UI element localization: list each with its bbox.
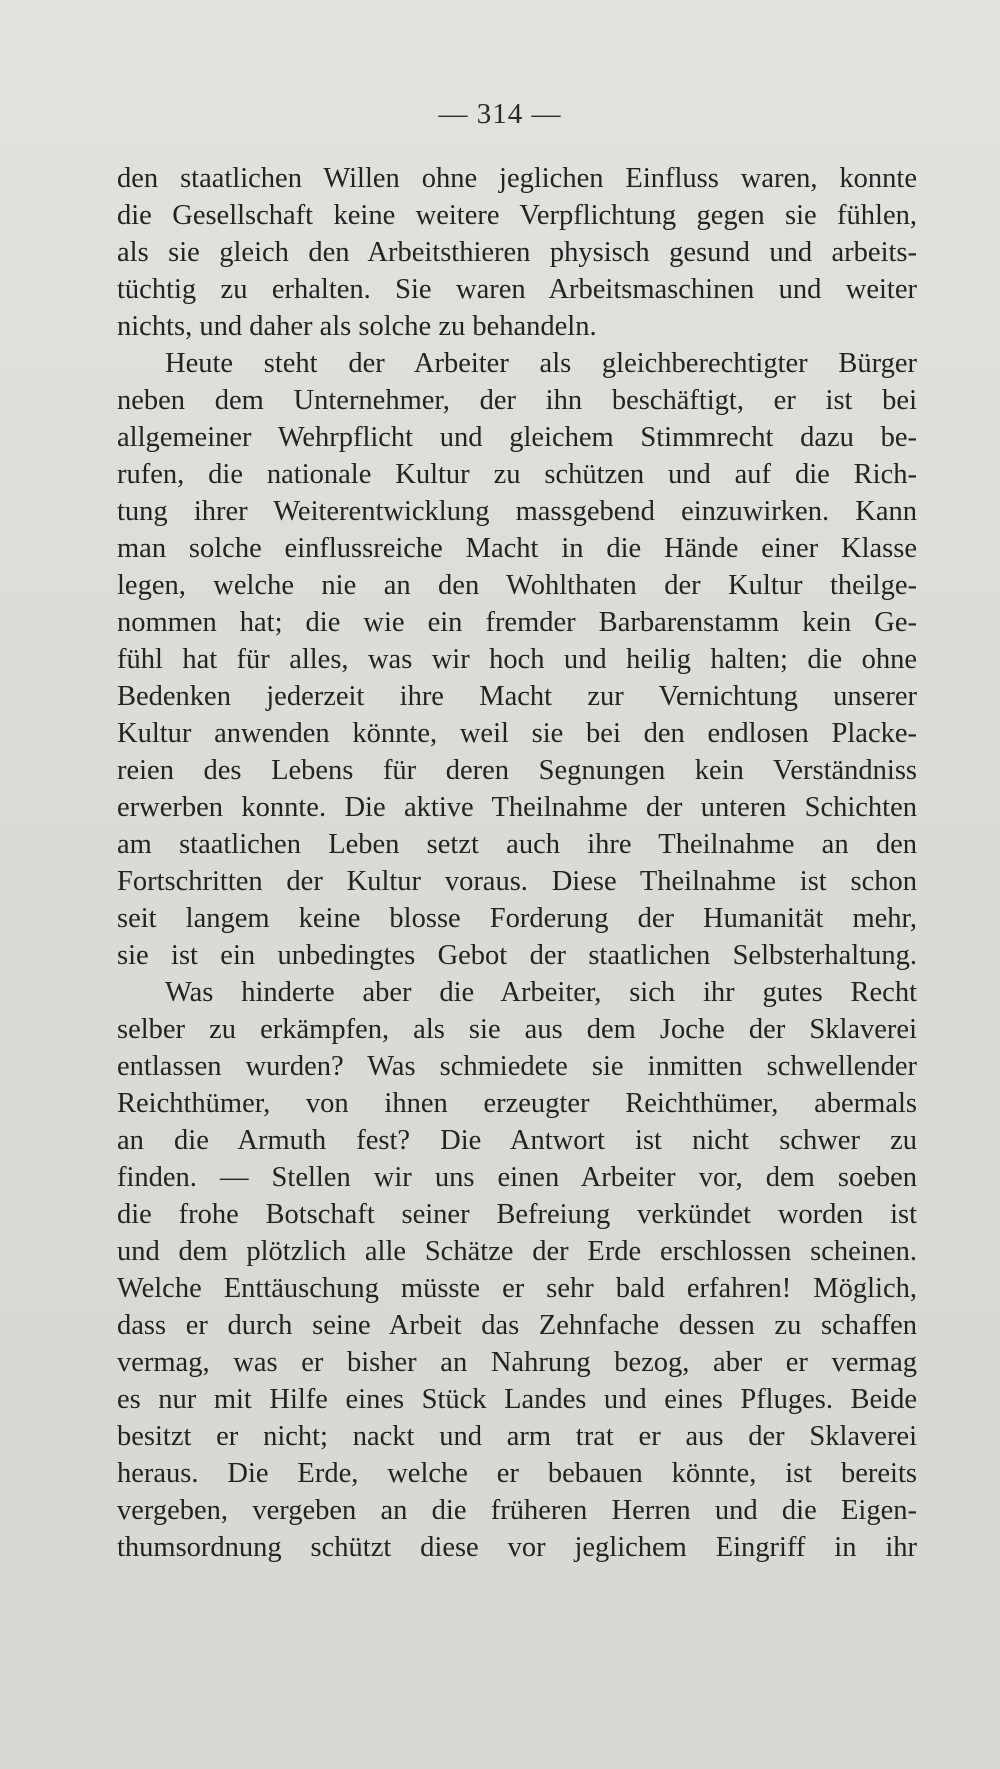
text-line: die frohe Botschaft seiner Befreiung verkündet worden ist xyxy=(117,1199,917,1230)
text-line: reien des Lebens für deren Segnungen kein Verständniss xyxy=(117,755,917,786)
text-line: neben dem Unternehmer, der ihn beschäftigt, er ist bei xyxy=(117,385,917,416)
paragraph xyxy=(117,160,917,345)
text-line: dass er durch seine Arbeit das Zehnfache dessen zu schaffen xyxy=(117,1310,917,1341)
text-line: die Gesellschaft keine weitere Verpflichtung gegen sie fühlen, xyxy=(117,200,917,231)
page-number: — 314 — xyxy=(438,98,562,130)
text-line: Welche Enttäuschung müsste er sehr bald erfahren! Möglich, xyxy=(117,1273,917,1304)
text-line: und dem plötzlich alle Schätze der Erde erschlossen scheinen. xyxy=(117,1236,917,1267)
text-line: besitzt er nicht; nackt und arm trat er aus der Sklaverei xyxy=(117,1421,917,1452)
text-line: vermag, was er bisher an Nahrung bezog, aber er vermag xyxy=(117,1347,917,1378)
text-line: am staatlichen Leben setzt auch ihre Theilnahme an den xyxy=(117,829,917,860)
text-line: seit langem keine blosse Forderung der Humanität mehr, xyxy=(117,903,917,934)
text-line: Kultur anwenden könnte, weil sie bei den endlosen Placke- xyxy=(117,718,917,749)
text-line: Was hinderte aber die Arbeiter, sich ihr gutes Recht xyxy=(165,977,917,1008)
text-line: man solche einflussreiche Macht in die Hände einer Klasse xyxy=(117,533,917,564)
paragraph xyxy=(117,345,917,974)
text-line: legen, welche nie an den Wohlthaten der Kultur theilge- xyxy=(117,570,917,601)
text-line: nichts, und daher als solche zu behandeln. xyxy=(117,311,597,342)
text-line: sie ist ein unbedingtes Gebot der staatlichen Selbsterhaltung. xyxy=(117,940,917,971)
text-line: selber zu erkämpfen, als sie aus dem Joche der Sklaverei xyxy=(117,1014,917,1045)
text-line: rufen, die nationale Kultur zu schützen und auf die Rich- xyxy=(117,459,917,490)
text-line: fühl hat für alles, was wir hoch und heilig halten; die ohne xyxy=(117,644,917,675)
text-line: tüchtig zu erhalten. Sie waren Arbeitsmaschinen und weiter xyxy=(117,274,917,305)
text-line: an die Armuth fest? Die Antwort ist nicht schwer zu xyxy=(117,1125,917,1156)
text-line: heraus. Die Erde, welche er bebauen könnte, ist bereits xyxy=(117,1458,917,1489)
text-line: erwerben konnte. Die aktive Theilnahme der unteren Schichten xyxy=(117,792,917,823)
text-line: Reichthümer, von ihnen erzeugter Reichthümer, abermals xyxy=(117,1088,917,1119)
text-line: thumsordnung schützt diese vor jeglichem Eingriff in ihr xyxy=(117,1532,917,1563)
text-line: vergeben, vergeben an die früheren Herren und die Eigen- xyxy=(117,1495,917,1526)
body-text xyxy=(117,160,917,1566)
text-line: tung ihrer Weiterentwicklung massgebend einzuwirken. Kann xyxy=(117,496,917,527)
text-line: Bedenken jederzeit ihre Macht zur Vernichtung unserer xyxy=(117,681,917,712)
text-line: es nur mit Hilfe eines Stück Landes und eines Pfluges. Beide xyxy=(117,1384,917,1415)
text-line: finden. — Stellen wir uns einen Arbeiter vor, dem soeben xyxy=(117,1162,917,1193)
text-line: den staatlichen Willen ohne jeglichen Einfluss waren, konnte xyxy=(117,163,917,194)
text-line: nommen hat; die wie ein fremder Barbarenstamm kein Ge- xyxy=(117,607,917,638)
text-line: entlassen wurden? Was schmiedete sie inmitten schwellender xyxy=(117,1051,917,1082)
text-line: allgemeiner Wehrpflicht und gleichem Stimmrecht dazu be- xyxy=(117,422,917,453)
text-line: Fortschritten der Kultur voraus. Diese Theilnahme ist schon xyxy=(117,866,917,897)
paragraph xyxy=(117,974,917,1566)
text-line: als sie gleich den Arbeitsthieren physisch gesund und arbeits- xyxy=(117,237,917,268)
text-line: Heute steht der Arbeiter als gleichberechtigter Bürger xyxy=(165,348,917,379)
